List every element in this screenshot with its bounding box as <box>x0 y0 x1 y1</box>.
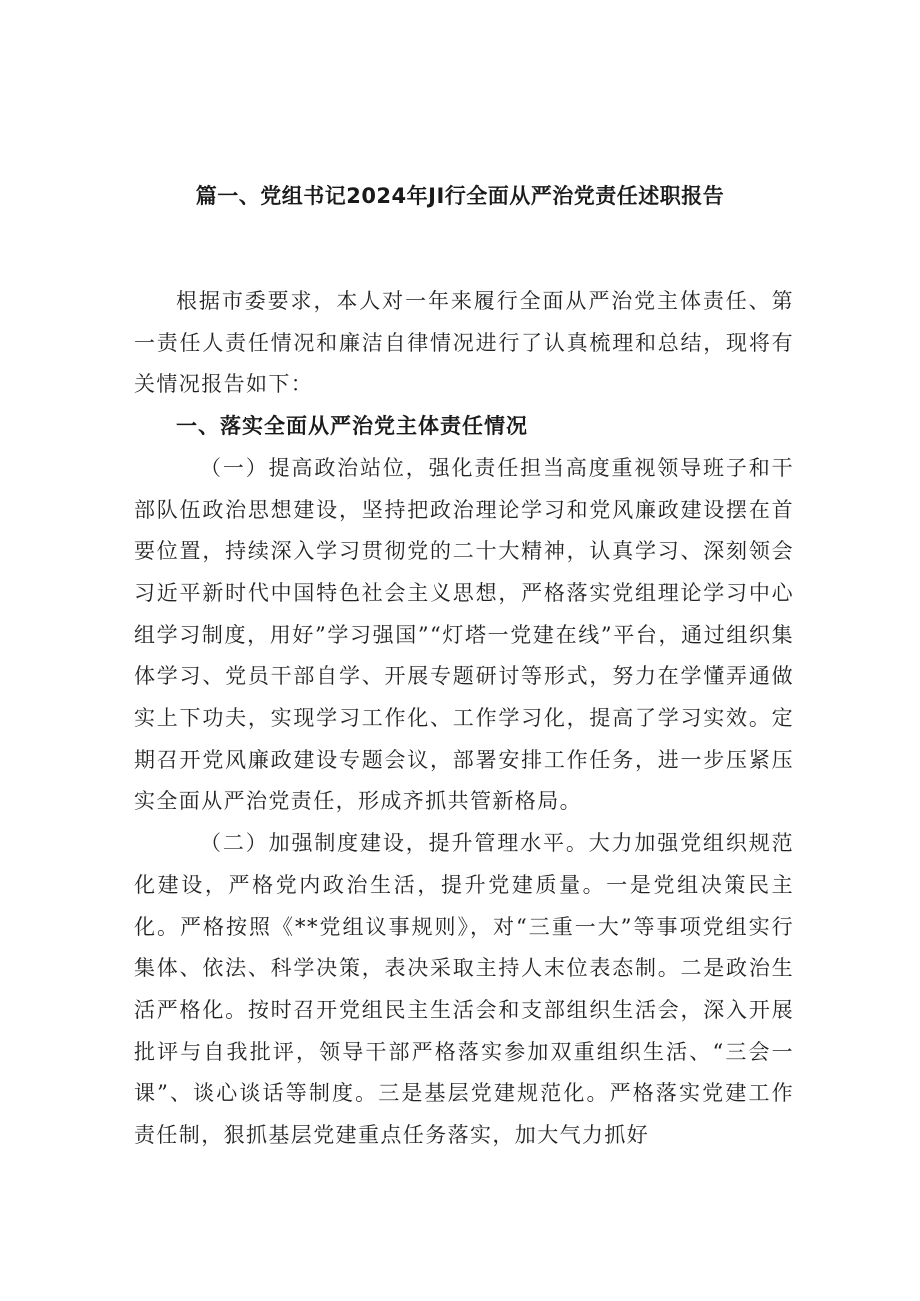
section-heading-1: 一、落实全面从严治党主体责任情况 <box>176 414 528 439</box>
document-title: 篇一、党组书记2024年JI行全面从严治党责任述职报告 <box>195 184 725 208</box>
document-body <box>134 281 794 1157</box>
item-1-paragraph: （一）提高政治站位，强化责任担当高度重视领导班子和干部队伍政治思想建设，坚持把政治理论学习和党风廉政建设摆在首要位置，持续深入学习贯彻党的二十大精神，认真学习、深刻领会习近平新时代中国特色社会主义思想，严格落实党组理论学习中心组学习制度，用好”学习强国”“灯塔一党建在线”平台，通过组织集体学习、党员干部自学、开展专题研讨等形式，努力在学懂弄通做实上下功夫，实现学习工作化、工作学习化，提高了学习实效。定期召开党风廉政建设专题会议，部署安排工作任务，进一步压紧压实全面从严治党责任，形成齐抓共管新格局。 <box>134 455 794 814</box>
item-2-paragraph: （二）加强制度建设，提升管理水平。大力加强党组织规范化建设，严格党内政治生活，提升党建质量。一是党组决策民主化。严格按照《**党组议事规则》，对“三重一大”等事项党组实行集体、依法、科学决策，表决采取主持人末位表态制。二是政治生活严格化。按时召开党组民主生活会和支部组织生活会，深入开展批评与自我批评，领导干部严格落实参加双重组织生活、“三会一课”、谈心谈话等制度。三是基层党建规范化。严格落实党建工作责任制，狠抓基层党建重点任务落实，加大气力抓好 <box>134 831 794 1148</box>
intro-paragraph: 根据市委要求，本人对一年来履行全面从严治党主体责任、第一责任人责任情况和廉洁自律情况进行了认真梳理和总结，现将有关情况报告如下： <box>134 289 794 397</box>
